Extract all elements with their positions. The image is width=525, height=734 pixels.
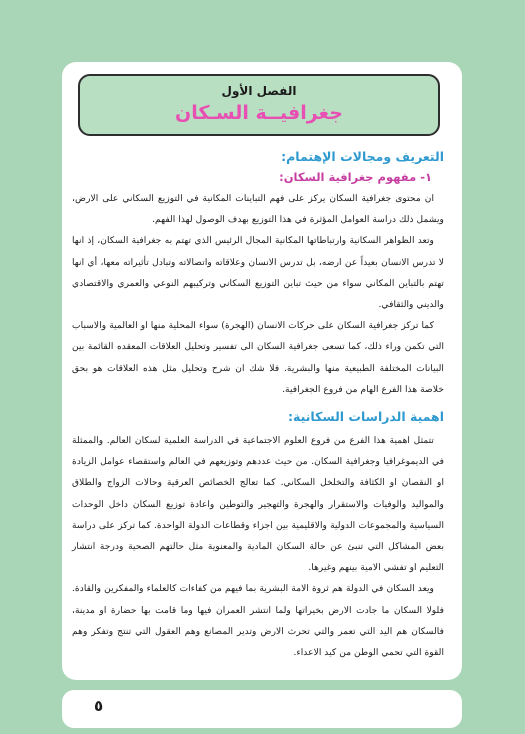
section-heading-definition: التعريف ومجالات الإهتمام: — [281, 149, 444, 164]
paragraph: تتمثل اهمية هذا الفرع من فروع العلوم الاجتماعية في الدراسة العلمية لسكان العالم. والممثلة في الديموغرافيا وجغرافية السكان. من حيث عددهم وتوزيعهم في العالم واستقصاء عوامل الزيادة او النقصان او الكثافة والتخلخل السكاني. كما تعالج الخصائص العرقية وحالات الزواج والطلاق والمواليد والوفيات والاستقرار والهجرة والتهجير والتوطين واعادة توزيع السكان داخل الوحدات السياسية والمجموعات الدولية والاقليمية بين اجزاء وقطاعات الدولة الواحدة. كما تركز على دراسة بعض المشاكل التي تنبئ عن حالة السكان المادية والمعنوية مثل حالتهم الصحية ودرجة انتشار التعليم او تفشي الامية بينهم وغيرها. — [72, 435, 444, 574]
section-heading-importance: اهمية الدراسات السكانية: — [288, 409, 444, 425]
chapter-title: جغرافيــة السـكان — [175, 102, 343, 124]
footer-bar — [62, 690, 462, 728]
page-content — [72, 140, 444, 663]
chapter-label: الفصل الأول — [221, 84, 297, 98]
paragraph: وتعد الظواهر السكانية وارتباطاتها المكانية المجال الرئيس الذي تهتم به جغرافية السكان، إذ انها لا تدرس الانسان بعيداً عن ارضه، بل تدرس الانسان وعلاقاته واتصالاته وتبادل تأثيراته معها، أي انها تهتم بالتباين المكاني سواء من حيث تباين التوزيع السكاني وتركيبهم النوعي والعمري والاقتصادي والديني والثقافي. — [72, 235, 444, 311]
page-number: ٥ — [94, 697, 104, 715]
paragraph: ويعد السكان في الدولة هم ثروة الامة البشرية بما فيهم من كفاءات كالعلماء والمفكرين والقادة. فلولا السكان ما جادت الارض بخيراتها ولما انتشر العمران فيها وما قامت بها حضارة او مدينة، فالسكان هم اليد التي تعمر والتي تحرث الارض وتدير المصانع وهم العقول التي تنتج وتفكر وهم القوة التي تحمي الوطن من كيد الاعداء. — [72, 583, 444, 659]
chapter-header — [78, 74, 440, 136]
paragraph: ان محتوى جغرافية السكان يركز على فهم التباينات المكانية في التوزيع السكاني على الارض، ويشمل ذلك دراسة العوامل المؤثرة في هذا التوزيع بهدف الوصول لهذا الفهم. — [72, 193, 444, 226]
subsection-heading-concept: ١- مفهوم جغرافية السكان: — [279, 170, 432, 184]
paragraph: كما تركز جغرافية السكان على حركات الانسان (الهجرة) سواء المحلية منها او العالمية والاسباب التي تكمن وراء ذلك، كما تسعى جغرافية السكان الى تفسير وتحليل العلاقات المعقده القائمة بين البيانات المختلفة الطبيعية منها والبشرية. فلا شك ان شرح وتحليل مثل هذه العلاقات هو بحق خلاصة هذا الفرع الهام من فروع الجغرافية. — [72, 320, 444, 395]
